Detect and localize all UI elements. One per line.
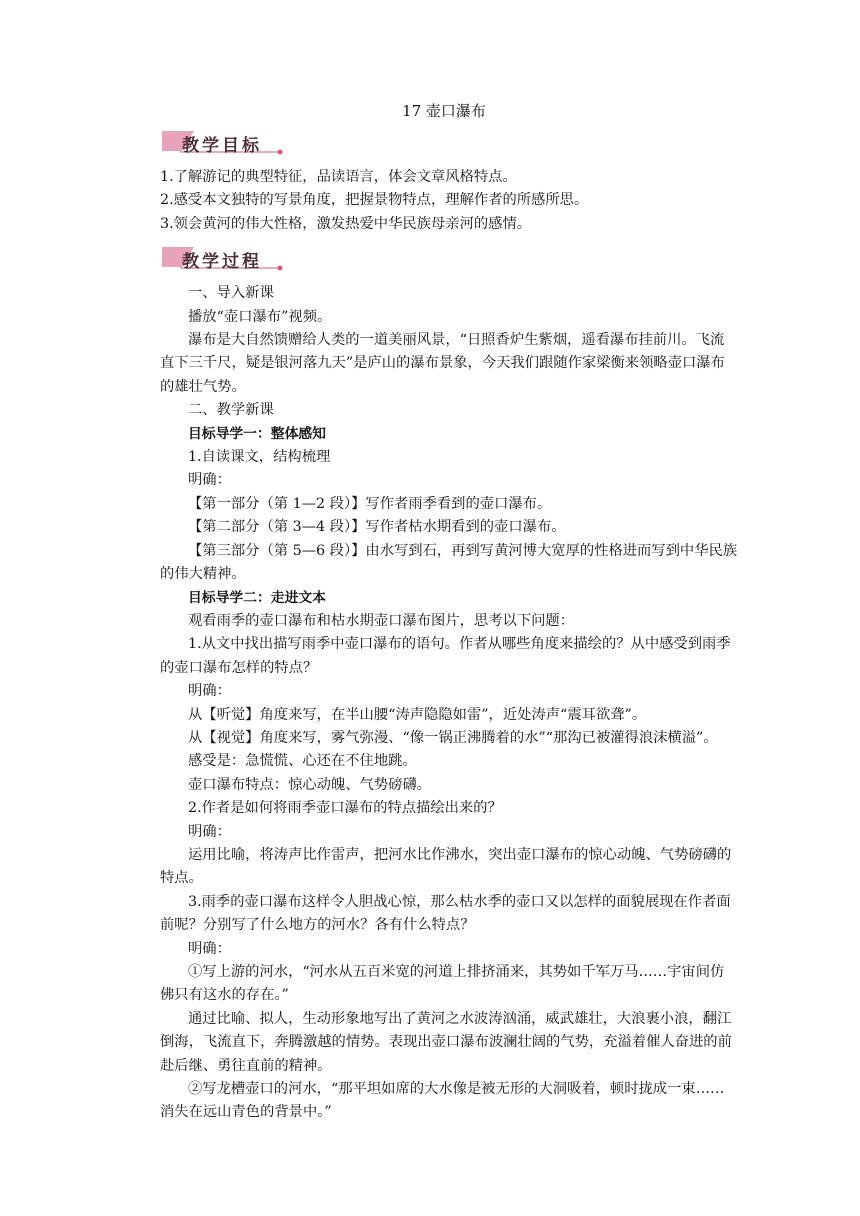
text-line: 从【视觉】角度来写，雾气弥漫、“像一锅正沸腾着的水”“那沟已被灌得浪沫横溢”。 <box>188 729 718 746</box>
text-line: 播放“壶口瀑布”视频。 <box>188 308 332 325</box>
text-line: 感受是：急慌慌、心还在不住地跳。 <box>188 753 417 770</box>
text-line: 倒海，飞流直下，奔腾激越的情势。表现出壶口瀑布波澜壮阔的气势，充溢着催人奋进的前 <box>160 1034 732 1051</box>
text-line: 特点。 <box>160 870 203 887</box>
text-line: 的雄壮气势。 <box>160 378 246 395</box>
subheading: 目标导学二：走进文本 <box>188 589 326 606</box>
text-line: 1.从文中找出描写雨季中壶口瀑布的语句。作者从哪些角度来描绘的？从中感受到雨季 <box>188 636 731 653</box>
section-banner-goals <box>160 128 728 158</box>
text-line: 3.雨季的壶口瀑布这样令人胆战心惊，那么枯水季的壶口又以怎样的面貌展现在作者面 <box>188 893 731 910</box>
text-line: 的伟大精神。 <box>160 566 246 583</box>
text-line: 明确： <box>188 472 231 489</box>
document-page <box>160 100 738 1125</box>
text-line: 佛只有这水的存在。” <box>160 987 289 1004</box>
text-line: 从【听觉】角度来写，在半山腰“涛声隐隐如雷”，近处涛声“震耳欲聋”。 <box>188 706 647 723</box>
text-line: 消失在远山青色的背景中。” <box>160 1104 332 1121</box>
text-line: 前呢？分别写了什么地方的河水？各有什么特点？ <box>160 917 475 934</box>
goal-item: 1.了解游记的典型特征，品读语言，体会文章风格特点。 <box>160 169 517 185</box>
text-line: 观看雨季的壶口瀑布和枯水期壶口瀑布图片，思考以下问题： <box>188 612 575 629</box>
text-line: 的壶口瀑布怎样的特点？ <box>160 659 318 676</box>
text-line: 直下三千尺，疑是银河落九天”是庐山的瀑布景象，今天我们跟随作家梁衡来领略壶口瀑布 <box>160 355 725 372</box>
subheading: 目标导学一：整体感知 <box>188 425 326 442</box>
text-line: 瀑布是大自然馈赠给人类的一道美丽风景，“日照香炉生紫烟，遥看瀑布挂前川。飞流 <box>188 332 725 349</box>
text-line: 【第一部分（第 1—2 段）】写作者雨季看到的壶口瀑布。 <box>188 495 552 512</box>
goal-item: 2.感受本文独特的写景角度，把握景物特点，理解作者的所感所思。 <box>160 192 589 209</box>
text-line: 【第三部分（第 5—6 段）】由水写到石，再到写黄河博大宽厚的性格进而写到中华民族 <box>188 542 738 559</box>
goals-heading: 教学目标 <box>182 136 262 156</box>
text-line: 二、教学新课 <box>188 402 274 419</box>
text-line: 明确： <box>188 823 231 840</box>
text-line: 赴后继、勇往直前的精神。 <box>160 1057 332 1074</box>
process-body <box>160 282 738 1125</box>
text-line: 【第二部分（第 3—4 段）】写作者枯水期看到的壶口瀑布。 <box>188 519 566 536</box>
process-heading: 教学过程 <box>182 252 262 273</box>
text-line: 通过比喻、拟人，生动形象地写出了黄河之水波涛汹涌，威武雄壮，大浪裹小浪，翻江 <box>188 1010 732 1027</box>
text-line: ②写龙槽壶口的河水，“那平坦如席的大水像是被无形的大洞吸着，顿时拢成一束…… <box>188 1081 725 1098</box>
goals-list <box>160 166 728 236</box>
text-line: 明确： <box>188 683 231 700</box>
text-line: 明确： <box>188 940 231 957</box>
text-line: 2.作者是如何将雨季壶口瀑布的特点描绘出来的？ <box>188 800 502 817</box>
text-line: 1.自读课文，结构梳理 <box>188 449 331 466</box>
page-title: 17 壶口瀑布 <box>402 102 486 120</box>
text-line: 一、导入新课 <box>188 285 274 302</box>
section-banner-process <box>160 244 728 274</box>
goal-item: 3.领会黄河的伟大性格，激发热爱中华民族母亲河的感情。 <box>160 215 532 232</box>
text-line: 运用比喻，将涛声比作雷声，把河水比作沸水，突出壶口瀑布的惊心动魄、气势磅礴的 <box>188 846 732 863</box>
text-line: 壶口瀑布特点：惊心动魄、气势磅礴。 <box>188 776 432 793</box>
text-line: ①写上游的河水，“河水从五百米宽的河道上排挤涌来，其势如千军万马……宇宙间仿 <box>188 964 725 980</box>
